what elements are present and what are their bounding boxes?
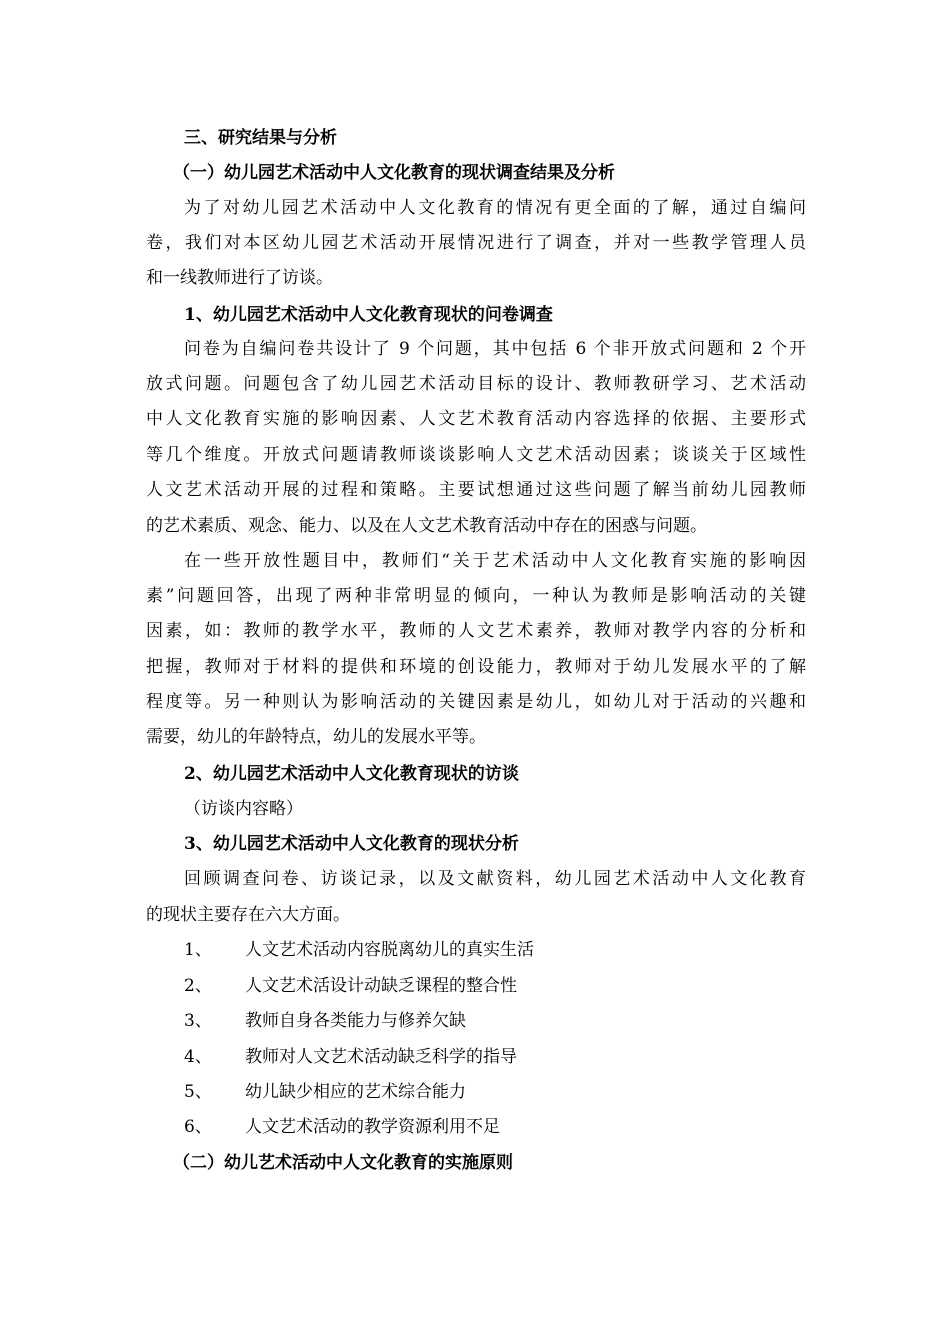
section-heading: 三、研究结果与分析 (184, 128, 337, 148)
subsection-heading: （一）幼儿园艺术活动中人文化教育的现状调查结果及分析 (173, 163, 615, 183)
paragraph-line: 放式问题。问题包含了幼儿园艺术活动目标的设计、教师教研学习、艺术活动 (146, 374, 806, 394)
paragraph-line: 需要，幼儿的年龄特点，幼儿的发展水平等。 (146, 727, 486, 747)
list-item-number: 2、 (184, 976, 212, 996)
numbered-heading: 3、幼儿园艺术活动中人文化教育的现状分析 (184, 834, 519, 854)
list-item-number: 5、 (184, 1082, 212, 1102)
subsection-heading: （二）幼儿艺术活动中人文化教育的实施原则 (173, 1153, 513, 1173)
list-item-text: 教师对人文艺术活动缺乏科学的指导 (245, 1047, 517, 1067)
paragraph-line: 卷，我们对本区幼儿园艺术活动开展情况进行了调查，并对一些教学管理人员 (146, 233, 806, 253)
paragraph-line: 把握，教师对于材料的提供和环境的创设能力，教师对于幼儿发展水平的了解 (146, 657, 806, 677)
interview-note: （访谈内容略） (184, 799, 303, 819)
list-item-number: 6、 (184, 1117, 212, 1137)
paragraph-line: 和一线教师进行了访谈。 (146, 268, 333, 288)
list-item-number: 3、 (184, 1011, 212, 1031)
paragraph-line: 程度等。另一种则认为影响活动的关键因素是幼儿，如幼儿对于活动的兴趣和 (146, 692, 806, 712)
paragraph-line: 等几个维度。开放式问题请教师谈谈影响人文艺术活动因素；谈谈关于区域性 (146, 445, 806, 465)
paragraph-line: 人文艺术活动开展的过程和策略。主要试想通过这些问题了解当前幼儿园教师 (146, 480, 806, 500)
paragraph-line: 回顾调查问卷、访谈记录，以及文献资料，幼儿园艺术活动中人文化教育 (184, 869, 806, 889)
list-item-text: 人文艺术活设计动缺乏课程的整合性 (245, 976, 517, 996)
list-item-number: 1、 (184, 940, 212, 960)
paragraph-line: 中人文化教育实施的影响因素、人文艺术教育活动内容选择的依据、主要形式 (146, 409, 806, 429)
paragraph-line: 的艺术素质、观念、能力、以及在人文艺术教育活动中存在的困惑与问题。 (146, 516, 707, 536)
numbered-heading: 2、幼儿园艺术活动中人文化教育现状的访谈 (184, 764, 519, 784)
list-item-text: 教师自身各类能力与修养欠缺 (245, 1011, 466, 1031)
list-item-text: 人文艺术活动的教学资源利用不足 (245, 1117, 500, 1137)
list-item-text: 人文艺术活动内容脱离幼儿的真实生活 (245, 940, 534, 960)
paragraph-line: 的现状主要存在六大方面。 (146, 905, 350, 925)
list-item-number: 4、 (184, 1047, 212, 1067)
list-item-text: 幼儿缺少相应的艺术综合能力 (245, 1082, 466, 1102)
paragraph-line: 素”问题回答，出现了两种非常明显的倾向，一种认为教师是影响活动的关键 (146, 586, 806, 606)
paragraph-line: 在一些开放性题目中，教师们“关于艺术活动中人文化教育实施的影响因 (184, 551, 806, 571)
numbered-heading: 1、幼儿园艺术活动中人文化教育现状的问卷调查 (184, 305, 553, 325)
paragraph-line: 问卷为自编问卷共设计了 9 个问题，其中包括 6 个非开放式问题和 2 个开 (184, 339, 806, 359)
paragraph-line: 为了对幼儿园艺术活动中人文化教育的情况有更全面的了解，通过自编问 (184, 198, 806, 218)
paragraph-line: 因素，如：教师的教学水平，教师的人文艺术素养，教师对教学内容的分析和 (146, 621, 806, 641)
